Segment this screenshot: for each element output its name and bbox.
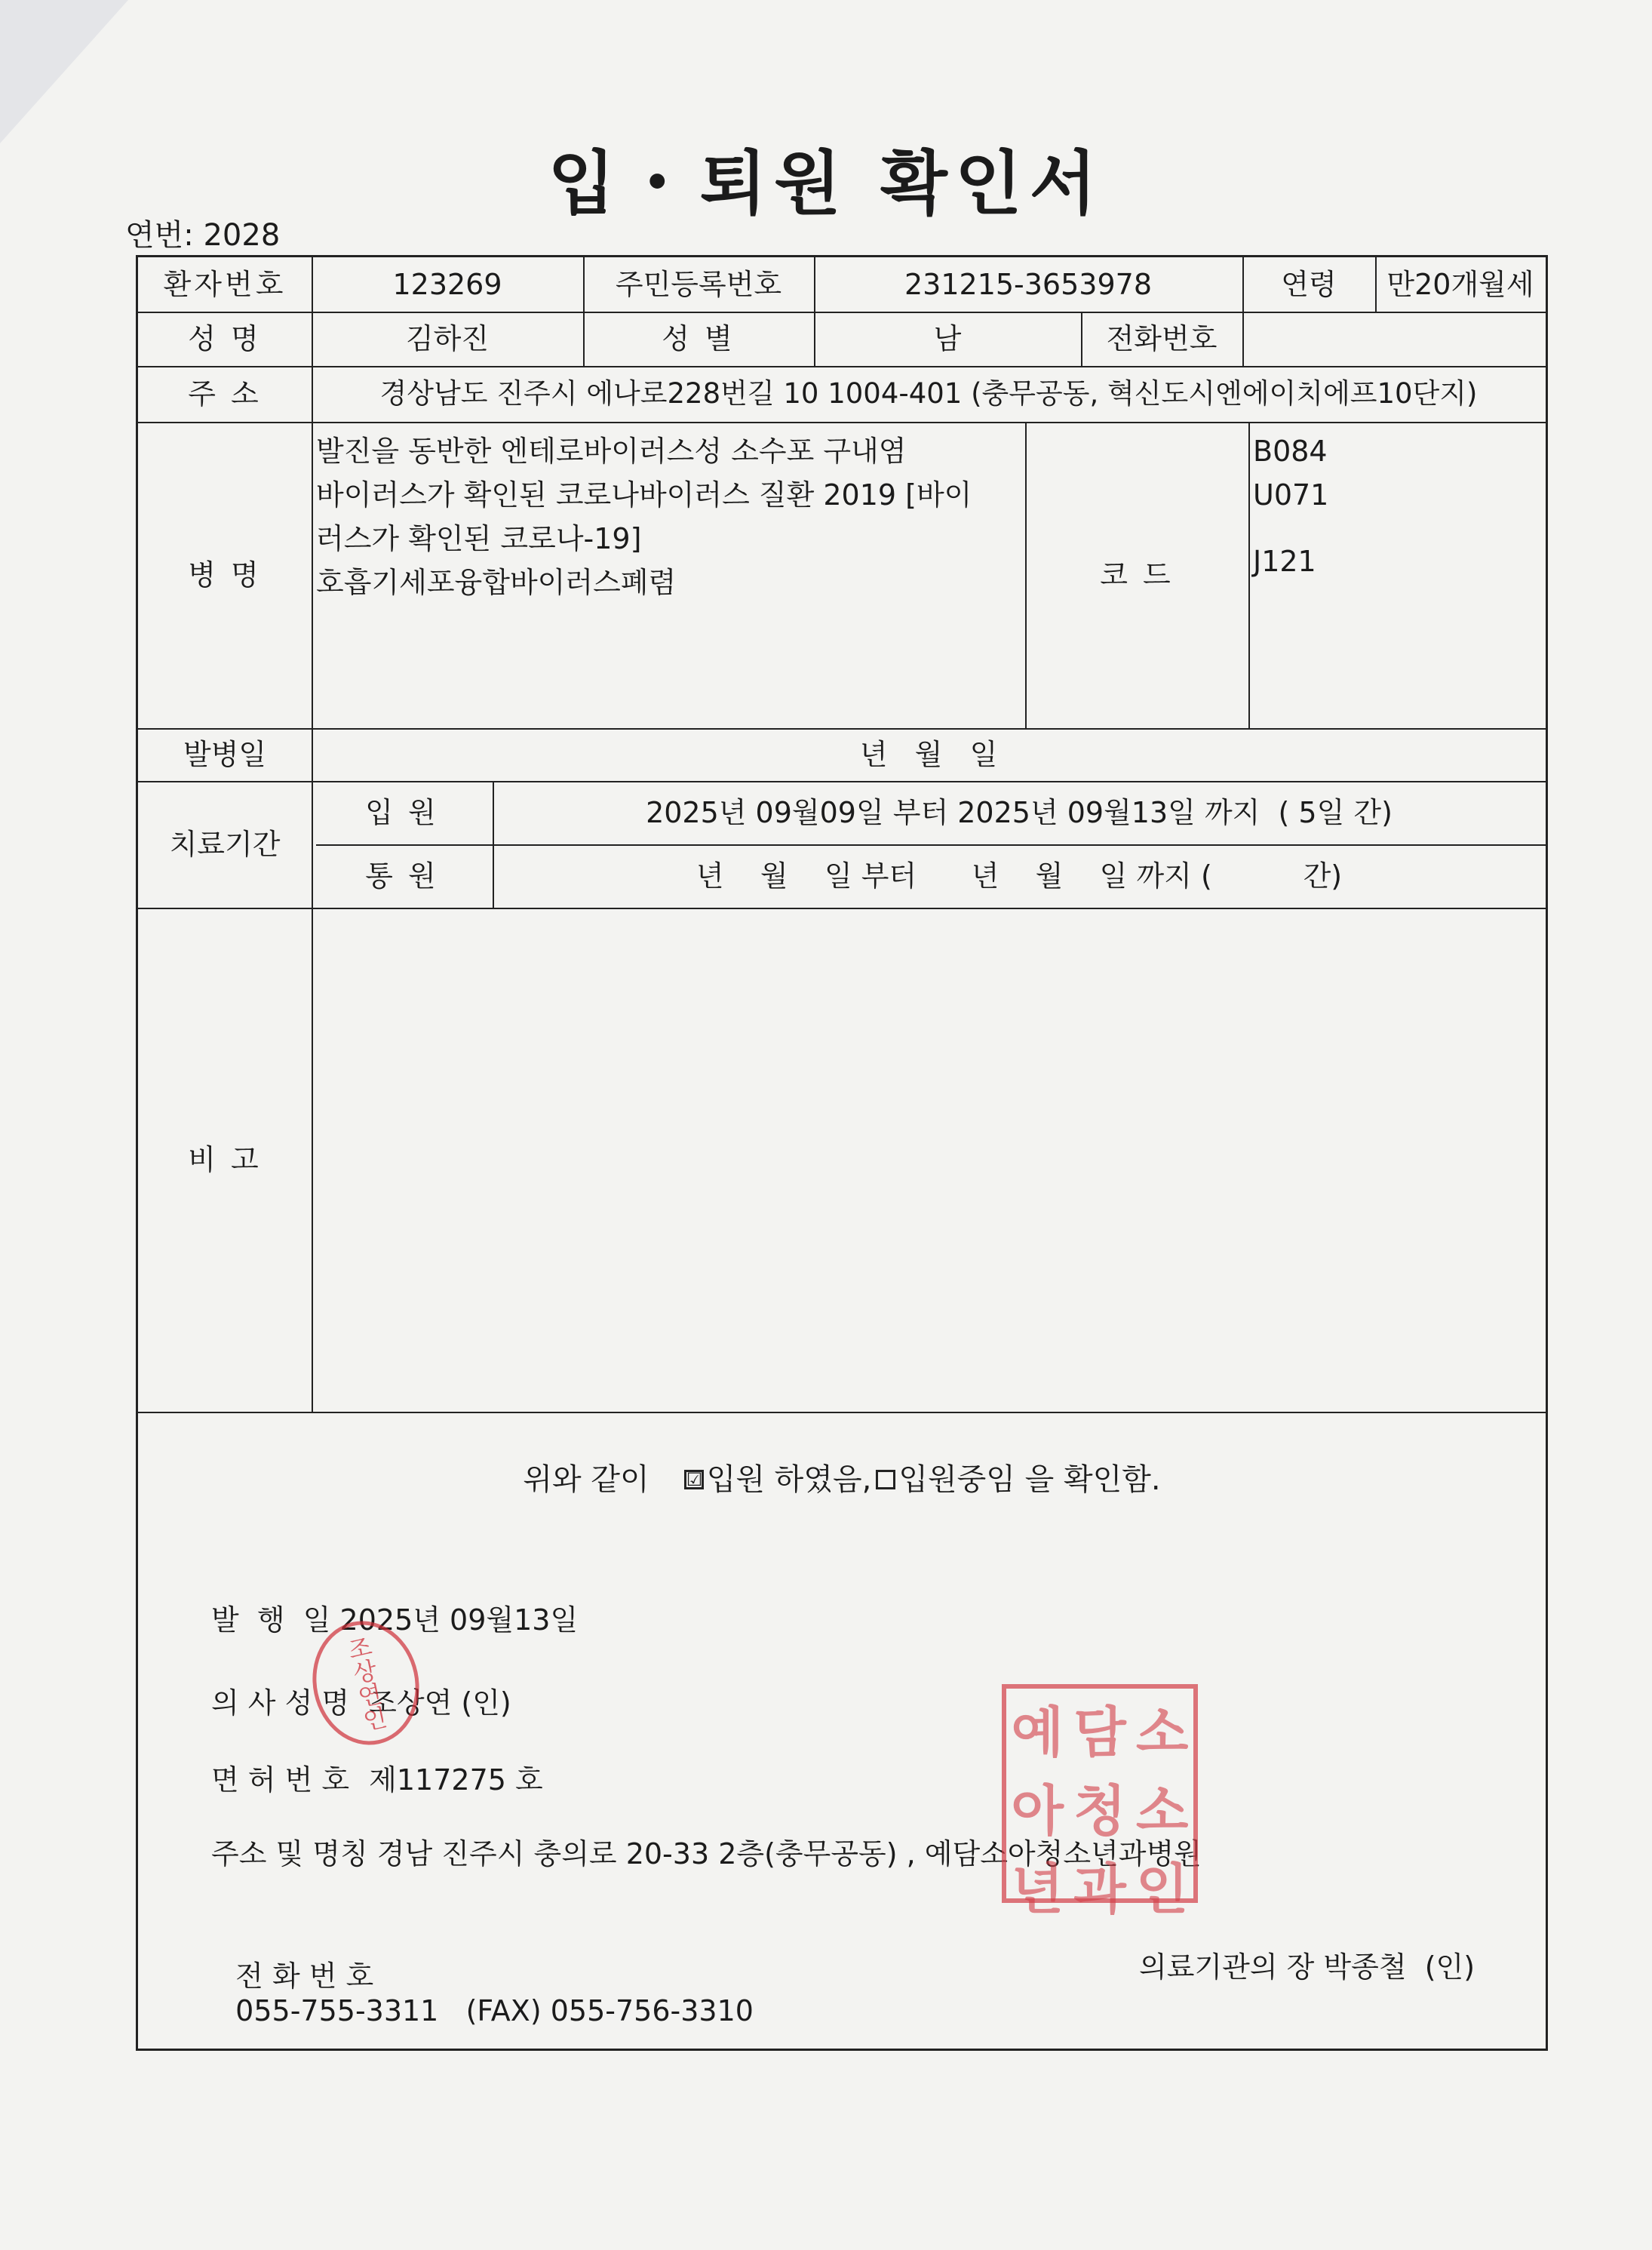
doctor-label: 의 사 성 명 xyxy=(211,1686,350,1720)
issue-date-row xyxy=(211,1597,578,1638)
code-item: J121 xyxy=(1253,545,1316,578)
issue-date-value: 2025년 09월13일 xyxy=(339,1603,579,1637)
institution-head: 의료기관의 장 박종철 (인) xyxy=(1139,1950,1475,1984)
serial-number: 연번: 2028 xyxy=(125,218,281,253)
disease-item: 호흡기세포융합바이러스폐렴 xyxy=(316,566,677,599)
seal-char: 년 xyxy=(1011,1858,1064,1921)
seal-char: 예 xyxy=(1011,1701,1064,1764)
age-value: 만20개월세 xyxy=(1386,268,1534,301)
onset-value: 년 월 일 xyxy=(859,738,998,771)
license-row xyxy=(211,1757,543,1798)
code-item: U071 xyxy=(1253,478,1329,512)
phone-value xyxy=(1242,312,1546,366)
patient-number-value: 123269 xyxy=(392,268,502,301)
disease-label: 병 명 xyxy=(188,558,262,592)
onset-label: 발병일 xyxy=(183,738,267,771)
admit-text: 입원 하였음, xyxy=(706,1462,872,1497)
clinic-phone-label: 전 화 번 호 xyxy=(235,1960,374,1993)
code-item: B084 xyxy=(1253,435,1328,468)
rrn-value: 231215-3653978 xyxy=(904,268,1152,301)
clinic-phone-value: 055-755-3311 (FAX) 055-756-3310 xyxy=(235,1994,754,2027)
clinic-address-value: 경남 진주시 충의로 20-33 2층(충무공동) , 예담소아청소년과병원 xyxy=(376,1837,1202,1870)
doctor-name: 조상연 (인) xyxy=(369,1686,511,1720)
row-line xyxy=(138,422,1546,423)
code-list xyxy=(1253,429,1540,724)
outpatient-label: 통 원 xyxy=(365,859,439,893)
remarks-label: 비 고 xyxy=(188,1143,262,1176)
clinic-phone-row xyxy=(217,1920,754,2027)
seal-char: 과 xyxy=(1073,1858,1126,1921)
outpatient-period: 년 월 일 부터 년 월 일 까지 ( 간) xyxy=(695,859,1343,893)
name-value: 김하진 xyxy=(405,322,490,355)
confirm-prefix: 위와 같이 xyxy=(523,1462,649,1497)
phone-label: 전화번호 xyxy=(1106,322,1218,355)
row-line xyxy=(138,1412,1546,1413)
sex-label: 성 별 xyxy=(662,322,735,355)
rrn-label: 주민등록번호 xyxy=(615,268,782,301)
treatment-period-label: 치료기간 xyxy=(169,828,281,861)
seal-char: 소 xyxy=(1135,1779,1189,1843)
seal-char: 아 xyxy=(1011,1779,1064,1843)
in-hospital-text: 입원중임 을 확인함. xyxy=(898,1462,1161,1497)
name-label: 성 명 xyxy=(188,322,262,355)
document-title: 입・퇴원 확인서 xyxy=(548,143,1104,224)
license-label: 면 허 번 호 xyxy=(211,1763,350,1797)
inpatient-label: 입 원 xyxy=(365,796,439,829)
clinic-seal-stamp xyxy=(1002,1684,1198,1921)
disease-item: 러스가 확인된 코로나-19] xyxy=(316,522,642,555)
seal-char: 담 xyxy=(1073,1701,1126,1764)
col-line xyxy=(1248,422,1250,728)
issue-date-label: 발 행 일 xyxy=(211,1603,331,1637)
doctor-seal-text: 조상연인 xyxy=(342,1632,390,1734)
confirmation-line xyxy=(138,1449,1546,1510)
seal-char: 소 xyxy=(1135,1701,1189,1764)
disease-item: 발진을 동반한 엔테로바이러스성 소수포 구내염 xyxy=(316,435,907,468)
admit-checkbox[interactable]: ☑ xyxy=(684,1470,704,1489)
license-number: 제117275 호 xyxy=(369,1763,543,1797)
sex-value: 남 xyxy=(933,322,962,355)
address-label: 주 소 xyxy=(188,377,262,410)
inpatient-period: 2025년 09월09일 부터 2025년 09월13일 까지 ( 5일 간) xyxy=(646,796,1393,829)
disease-list xyxy=(316,429,1018,724)
page-fold-corner xyxy=(0,0,128,143)
code-label: 코 드 xyxy=(1100,558,1174,592)
remarks-value xyxy=(313,908,1546,1412)
clinic-address-label: 주소 및 명칭 xyxy=(211,1837,368,1870)
seal-char: 청 xyxy=(1073,1779,1126,1843)
disease-item: 바이러스가 확인된 코로나바이러스 질환 2019 [바이 xyxy=(316,478,972,512)
age-label: 연령 xyxy=(1281,268,1337,301)
seal-char: 인 xyxy=(1135,1858,1189,1921)
in-hospital-checkbox[interactable] xyxy=(876,1470,895,1489)
address-value: 경상남도 진주시 에나로228번길 10 1004-401 (충무공동, 혁신도시엔에이치에프10단지) xyxy=(379,377,1478,410)
patient-number-label: 환자번호 xyxy=(163,268,287,301)
